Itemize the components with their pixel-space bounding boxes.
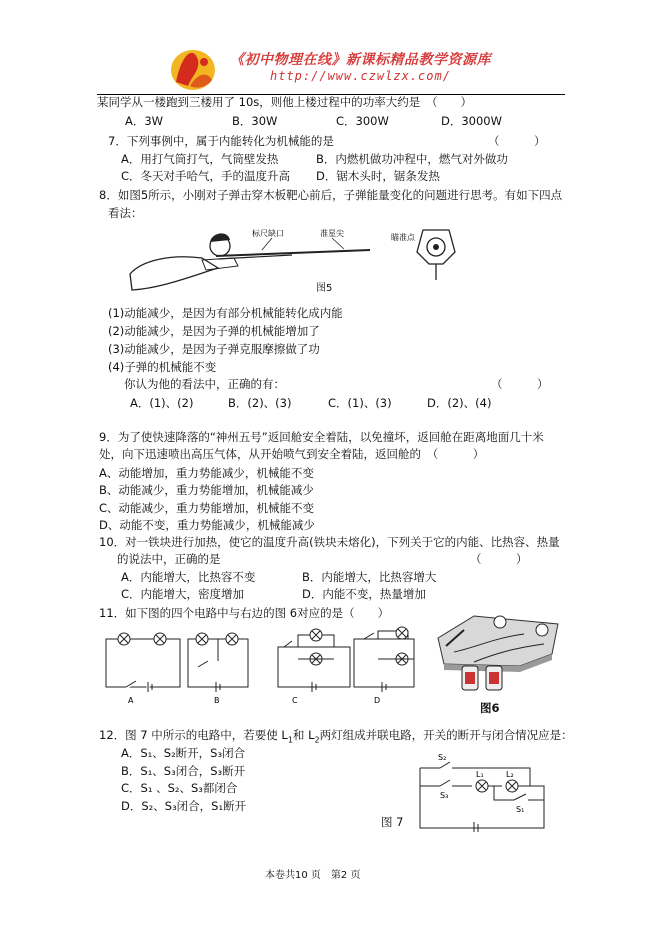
q6-option-c: C．300W — [336, 114, 389, 128]
figure-5-rifleman — [122, 224, 372, 294]
q8-view-2: (2)动能减少，是因为子弹的机械能增加了 — [108, 324, 320, 338]
q8-paren: （ ） — [491, 377, 549, 391]
q8-stem-2: 看法： — [108, 206, 143, 220]
q8-option-b: B．(2)、(3) — [228, 396, 292, 410]
q6-option-d: D．3000W — [441, 114, 502, 128]
q10-option-c: C．内能增大，密度增加 — [121, 587, 245, 601]
q10-stem-2: 的说法中，正确的是 — [117, 552, 221, 566]
q7-option-d: D．锯木头时，锯条发热 — [316, 169, 440, 183]
q6-option-b: B．30W — [232, 114, 278, 128]
q9-option-c: C、动能减少，重力势能增加，机械能不变 — [99, 501, 315, 515]
q7-option-b: B．内燃机做功冲程中，燃气对外做功 — [316, 152, 508, 166]
q10-option-a: A．内能增大，比热容不变 — [121, 570, 256, 584]
q7-paren: （ ） — [488, 134, 546, 148]
q12-option-a: A．S₁、S₂断开，S₃闭合 — [121, 746, 246, 760]
q7-option-c: C．冬天对手哈气，手的温度升高 — [121, 169, 291, 183]
banner-logo — [168, 42, 218, 94]
fig7-label-s1: S₁ — [516, 805, 525, 814]
q8-ask: 你认为他的看法中，正确的有： — [124, 377, 285, 391]
circuit-label-d: D — [374, 696, 381, 705]
q7-option-a: A．用打气筒打气，气筒壁发热 — [121, 152, 279, 166]
q12-option-c: C．S₁ 、S₂、S₃都闭合 — [121, 781, 238, 795]
q10-option-b: B．内能增大，比热容增大 — [302, 570, 437, 584]
circuit-label-c: C — [292, 696, 298, 705]
fig7-label-l2: L₂ — [506, 770, 514, 779]
fig7-label-l1: L₁ — [476, 770, 484, 779]
fig5-label-aim: 瞄准点 — [391, 233, 415, 242]
q9-option-a: A、动能增加，重力势能减少，机械能不变 — [99, 466, 314, 480]
banner-title: 《初中物理在线》新课标精品教学资源库 — [230, 52, 491, 68]
page-footer: 本卷共10 页 第2 页 — [265, 870, 361, 881]
q9-stem-1: 9．为了使快速降落的“神州五号”返回舱安全着陆，以免撞坏，返回舱在距离地面几十米 — [99, 430, 544, 444]
fig7-label-s3: S₃ — [440, 791, 449, 800]
q10-stem-1: 10．对一铁块进行加热，使它的温度升高(铁块未熔化)，下列关于它的内能、比热容、热量 — [99, 535, 560, 549]
q12-stem: 12．图 7 中所示的电路中，若要使 $L_1$和 $L_2$两灯组成并联电路，开关的断开与闭合情况应是： — [99, 728, 573, 745]
circuit-label-a: A — [128, 696, 134, 705]
q6-stem: 某同学从一楼跑到三楼用了 10s，则他上楼过程中的功率大约是 （ ） — [97, 95, 473, 109]
q12-option-b: B．S₁、S₃闭合，S₃断开 — [121, 764, 246, 778]
q8-view-3: (3)动能减少，是因为子弹克服摩擦做了功 — [108, 342, 320, 356]
q11-circuits — [102, 625, 432, 707]
figure-7-circuit — [410, 748, 550, 832]
q8-option-d: D．(2)、(4) — [427, 396, 492, 410]
fig5-label-notch: 标尺缺口 — [252, 229, 284, 238]
q12-option-d: D．S₂、S₃闭合，S₁断开 — [121, 799, 247, 813]
q8-option-a: A．(1)、(2) — [130, 396, 194, 410]
q8-view-1: (1)动能减少，是因为有部分机械能转化成内能 — [108, 306, 343, 320]
q8-view-4: (4)子弹的机械能不变 — [108, 360, 217, 374]
fig5-caption: 图5 — [316, 283, 333, 294]
fig7-label-s2: S₂ — [438, 753, 447, 762]
q8-option-c: C．(1)、(3) — [328, 396, 392, 410]
q10-option-d: D．内能不变，热量增加 — [302, 587, 426, 601]
figure-6-photo — [434, 608, 562, 698]
q9-option-b: B、动能减少，重力势能增加，机械能减少 — [99, 483, 314, 497]
figure-5-target — [387, 220, 467, 284]
banner-url: http://www.czwlzx.com/ — [270, 69, 451, 83]
q9-option-d: D、动能不变，重力势能减少，机械能减少 — [99, 518, 315, 532]
q7-stem: 7．下列事例中，属于内能转化为机械能的是 — [108, 134, 334, 148]
q6-option-a: A．3W — [125, 114, 164, 128]
fig6-caption: 图6 — [480, 701, 500, 715]
circuit-label-b: B — [214, 696, 220, 705]
q9-stem-2: 处，向下迅速喷出高压气体，从开始喷气到安全着陆，返回舱的 （ ） — [99, 447, 485, 461]
fig5-label-sight: 准星尖 — [320, 229, 344, 238]
fig7-caption: 图 7 — [381, 815, 404, 829]
q11-stem: 11．如下图的四个电路中与右边的图 6对应的是（ ） — [99, 606, 390, 620]
q10-paren: （ ） — [470, 552, 528, 566]
q8-stem-1: 8．如图5所示，小刚对子弹击穿木板靶心前后，子弹能量变化的问题进行思考。有如下四点 — [99, 188, 563, 202]
